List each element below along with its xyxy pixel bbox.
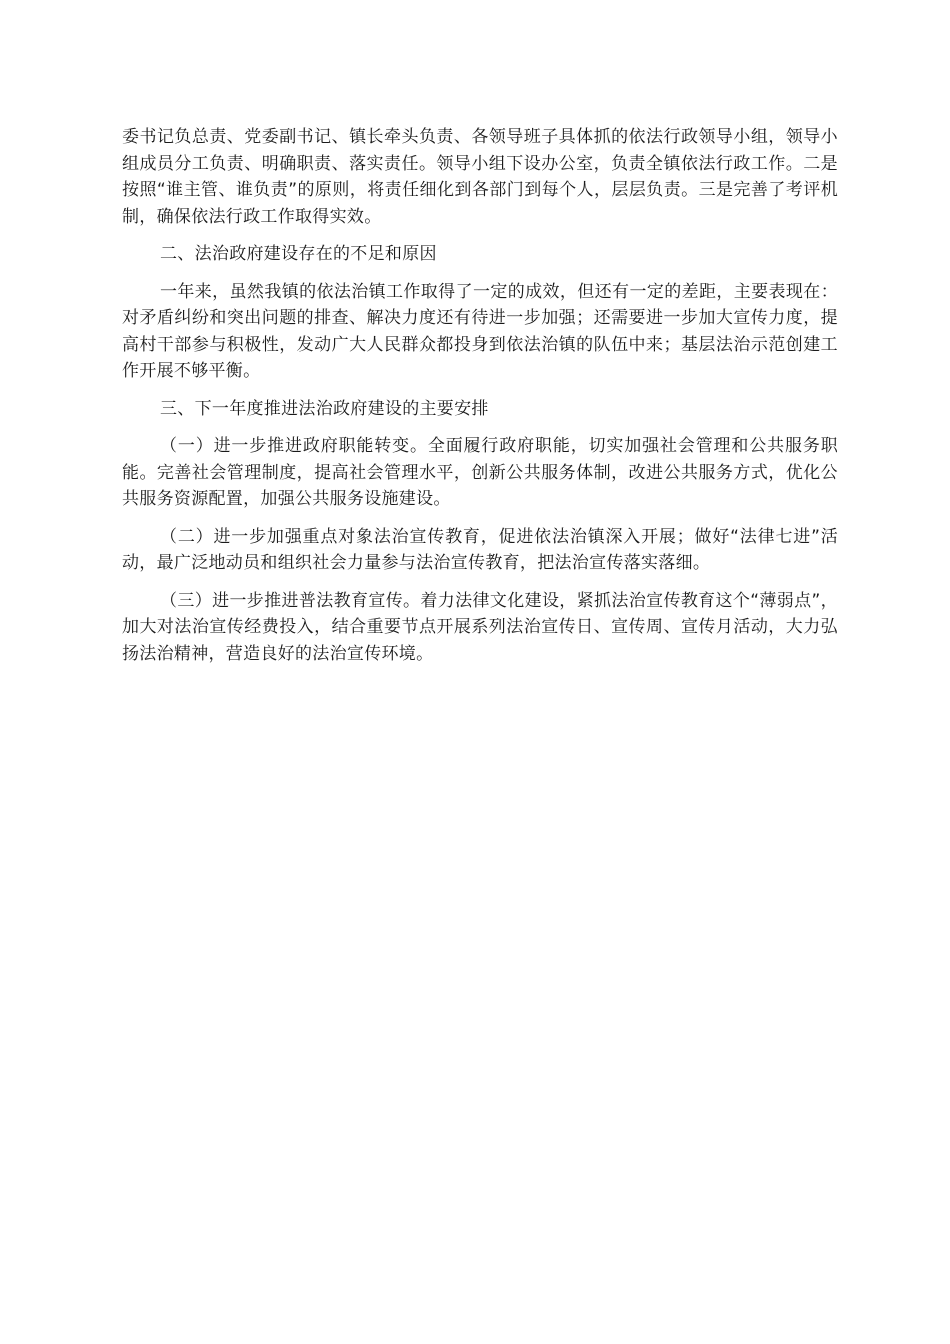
paragraph-plan-item-2: （二）进一步加强重点对象法治宣传教育，促进依法治镇深入开展；做好“法律七进”活动，最广泛地动员和组织社会力量参与法治宣传教育，把法治宣传落实落细。 <box>122 526 838 573</box>
section-heading-next-year-plan: 三、下一年度推进法治政府建设的主要安排 <box>160 398 489 419</box>
paragraph-plan-item-1: （一）进一步推进政府职能转变。全面履行政府职能，切实加强社会管理和公共服务职能。完善社会管理制度，提高社会管理水平，创新公共服务体制，改进公共服务方式，优化公共服务资源配置，加强公共服务设施建设。 <box>122 436 838 509</box>
paragraph-shortcomings: 一年来，虽然我镇的依法治镇工作取得了一定的成效，但还有一定的差距，主要表现在：对矛盾纠纷和突出问题的排查、解决力度还有待进一步加强；还需要进一步加大宣传力度，提高村干部参与积极性，发动广大人民群众都投身到依法治镇的队伍中来；基层法治示范创建工作开展不够平衡。 <box>122 281 838 381</box>
section-heading-shortcomings: 二、法治政府建设存在的不足和原因 <box>160 244 437 264</box>
document-body <box>122 124 838 678</box>
paragraph-leadership-structure: 委书记负总责、党委副书记、镇长牵头负责、各领导班子具体抓的依法行政领导小组，领导小组成员分工负责、明确职责、落实责任。领导小组下设办公室，负责全镇依法行政工作。二是按照“谁主管、谁负责”的原则，将责任细化到各部门到每个人，层层负责。三是完善了考评机制，确保依法行政工作取得实效。 <box>122 127 838 227</box>
paragraph-plan-item-3: （三）进一步推进普法教育宣传。着力法律文化建设，紧抓法治宣传教育这个“薄弱点”，加大对法治宣传经费投入，结合重要节点开展系列法治宣传日、宣传周、宣传月活动，大力弘扬法治精神，营造良好的法治宣传环境。 <box>122 590 838 664</box>
